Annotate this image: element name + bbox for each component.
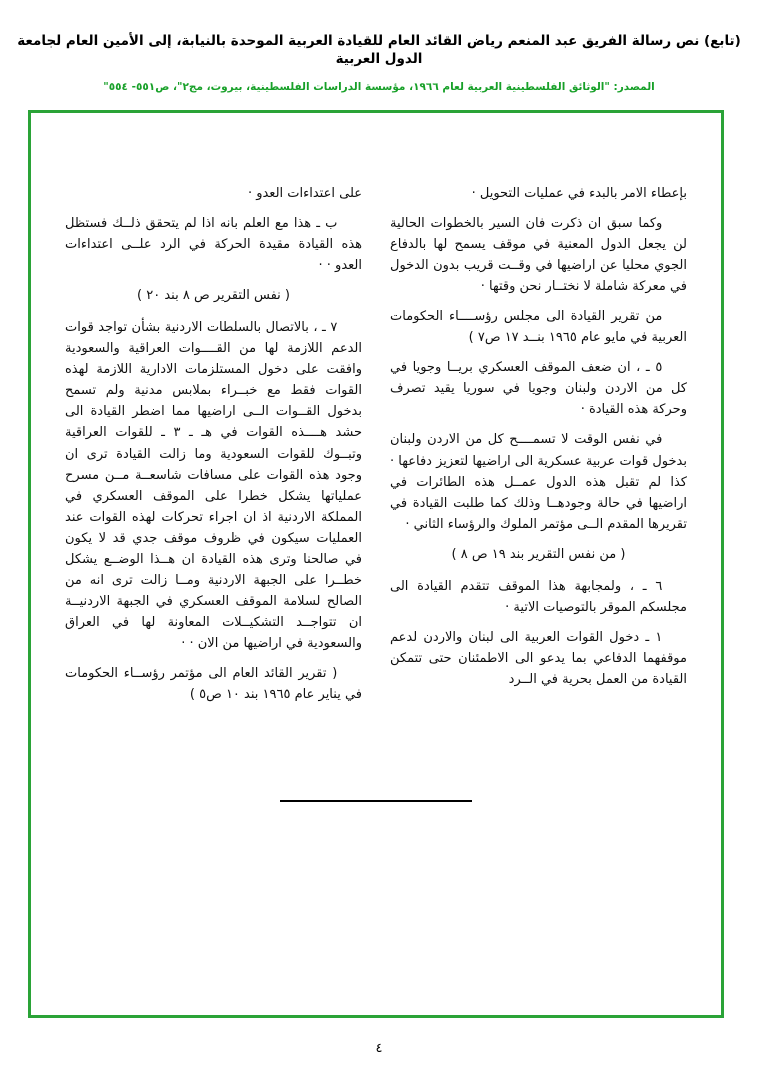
citation-paragraph: ( تقرير القائد العام الى مؤتمر رؤســاء الحكومات في يناير عام ١٩٦٥ بند ١٠ ص٥ ) xyxy=(65,665,362,703)
document-title: (تابع) نص رسالة الفريق عبد المنعم رياض القائد العام للقيادة العربية الموحدة بالنيابة، إلى الأمين العام لجامعة الدول العربية xyxy=(17,33,741,67)
citation-paragraph: من تقرير القيادة الى مجلس رؤســــاء الحكومات العربية في مايو عام ١٩٦٥ بنــد ١٧ ص٧ ) xyxy=(390,309,687,346)
paragraph: ٧ ـ ، بالاتصال بالسلطات الاردنية بشأن تواجد قوات الدعم اللازمة لها من القــــوات العراقية والسعودية وافقت على دخول المستلزمات الادارية اللازمة لهذه القوات فقط مع خبــراء بملابس مدنية ولم تسمح بدخول القــوات الــى اراضيها مما اضطر القيادة الى حشد هــــذه القوات في هـ ـ ٣ ـ للقوات العراقية وتبــوك للقوات السعودية وما زالت القيادة ترى ان وجود هذه القوات على مسافات شاسعــة مــن مسرح عملياتها يشكل خطرا على الموقف العسكري في المملكة الاردنية اذ ان اجراء تحركات لهذه القوات عند العمليات سيكون في ظروف موقف جدي قد لا يكون في صالحنا وترى هذه القيادة ان هــذا الوضــع يشكل خطــرا على الجبهة الاردنية ومــا زالت ترى انه من الصالح لسلامة الموقف العسكري في الجبهة الاردنيــة ان تتواجــد التشكيــلات المعاونة لها في العراق والسعودية في اراضيها من الان · · xyxy=(65,320,362,651)
citation-paragraph: ( من نفس التقرير بند ١٩ ص ٨ ) xyxy=(451,546,626,562)
paragraph: وكما سبق ان ذكرت فان السير بالخطوات الحالية لن يجعل الدول المعنية في موقف يسمح لها بالدفاع الجوي محليا عن اراضيها في وقــت قريب بدون الدخول في معركة شاملة لا نختــار نحن وقتها · xyxy=(390,216,687,295)
right-column xyxy=(390,183,687,714)
divider-rule xyxy=(280,800,472,802)
page-number: ٤ xyxy=(375,1041,383,1056)
document-body-frame xyxy=(28,110,724,1018)
text-columns xyxy=(31,113,721,714)
citation-paragraph: ( نفس التقرير ص ٨ بند ٢٠ ) xyxy=(137,288,290,304)
paragraph: ب ـ هذا مع العلم بانه اذا لم يتحقق ذلــك فستظل هذه القيادة مقيدة الحركة في الرد علــى اعتداءات العدو · · xyxy=(65,216,362,274)
paragraph: بإعطاء الامر بالبدء في عمليات التحويل · xyxy=(471,186,687,201)
source-line: المصدر: "الوثائق الفلسطينية العربية لعام ١٩٦٦، مؤسسة الدراسات الفلسطينية، بيروت، مج٢"، ص٥٥١- ٥٥٤" xyxy=(103,81,655,93)
paragraph: ١ ـ دخول القوات العربية الى لبنان والاردن لدعم موقفهما الدفاعي بما يدعو الى الاطمئنان حتى تتمكن القيادة من العمل بحرية في الــرد xyxy=(390,629,687,687)
paragraph: في نفس الوقت لا تسمــــح كل من الاردن ولبنان بدخول قوات عربية عسكرية الى اراضيها لتعزيز دفاعها · كذا لم تقبل هذه الدول عمــل هذه الطائرات في اراضيها في حالة وجودهــا وذلك كما طلبت القيادة في تقريرها المقدم الــى مؤتمر الملوك والرؤساء الثاني · xyxy=(390,432,687,532)
paragraph: ٥ ـ ، ان ضعف الموقف العسكري بريــا وجويا في كل من الاردن ولبنان وجويا في سوريا يقيد تصرف وحركة هذه القيادة · xyxy=(390,360,687,418)
paragraph: ٦ ـ ، ولمجابهة هذا الموقف تتقدم القيادة الى مجلسكم الموقر بالتوصيات الاتية · xyxy=(390,578,687,615)
paragraph: على اعتداءات العدو · xyxy=(247,186,362,201)
left-column xyxy=(65,183,362,714)
